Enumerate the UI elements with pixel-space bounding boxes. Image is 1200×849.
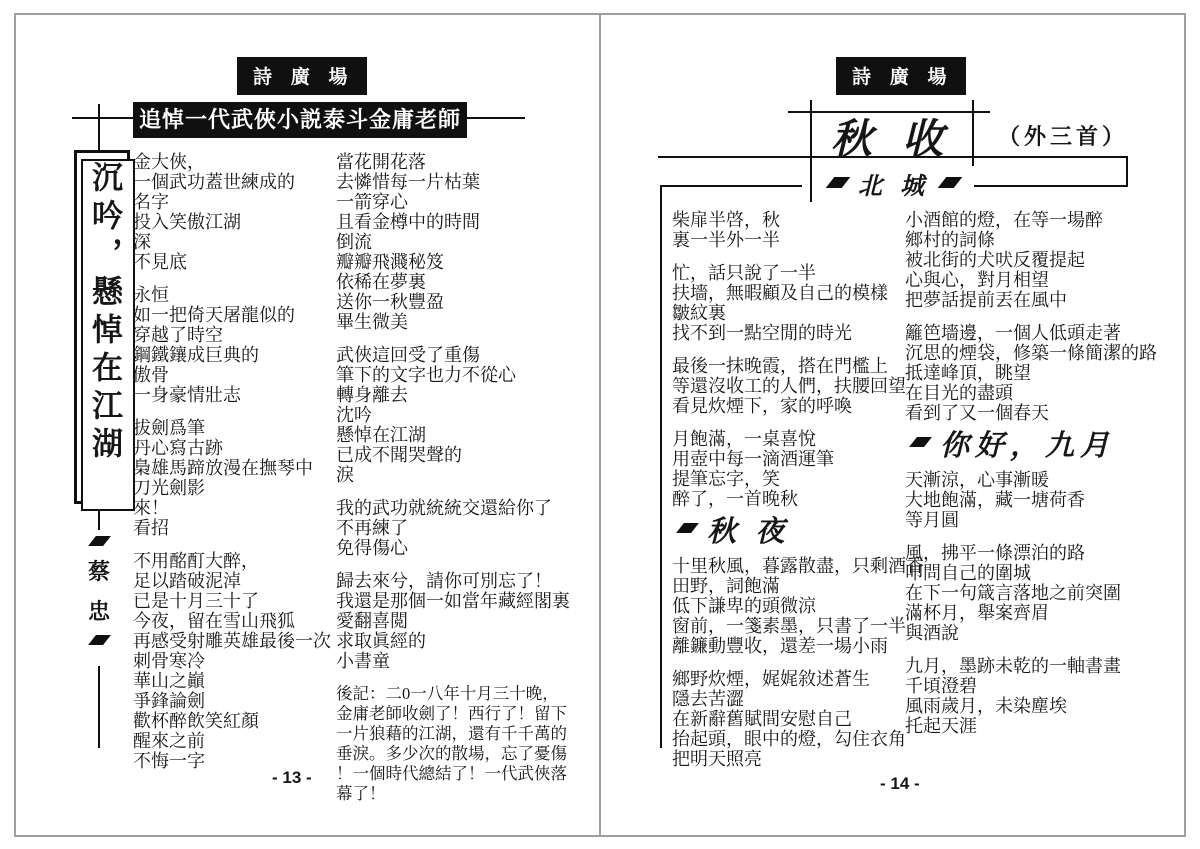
poem-line: 小酒館的燈，在等一場醉 <box>905 210 1103 230</box>
poem-line: 不用酩酊大醉， <box>133 551 259 571</box>
stanza <box>905 210 1163 310</box>
stanza <box>672 669 922 769</box>
poem-subtitle <box>680 516 922 548</box>
poem-line: 鄉村的詞條 <box>905 230 995 250</box>
poem-line: 柴扉半啓，秋 <box>672 210 780 230</box>
poem-line: 抬起頭，眼中的燈，勾住衣角 <box>672 729 906 749</box>
poem-line: 刀光劍影 <box>133 478 205 498</box>
poem-line: 畢生微美 <box>336 312 408 332</box>
poem-line: 傲骨 <box>133 365 169 385</box>
quote-mark-icon <box>88 635 111 645</box>
poem-line: 懸悼在江湖 <box>336 425 426 445</box>
poem-line: 忙，話只說了一半 <box>672 263 816 283</box>
stanza <box>672 356 922 416</box>
poem-line: 鄉野炊煙，娓娓敘述蒼生 <box>672 669 870 689</box>
quote-mark-icon <box>88 536 111 546</box>
quote-mark-icon <box>676 523 699 533</box>
poem-line: 抵達峰頂，眺望 <box>905 363 1031 383</box>
poem-line: 名字 <box>133 192 169 212</box>
poem-line: 看到了又一個春天 <box>905 403 1049 423</box>
page-14 <box>602 14 1180 834</box>
poem-line: 依稀在夢裏 <box>336 272 426 292</box>
poem-line: 風，拂平一條漂泊的路 <box>905 543 1085 563</box>
poem-line: 在新辭舊賦間安慰自己 <box>672 709 852 729</box>
stanza <box>336 345 586 485</box>
decorative-rule <box>98 666 100 748</box>
poem-line: 裏一半外一半 <box>672 230 780 250</box>
stanza <box>905 543 1163 643</box>
stanza <box>133 285 353 405</box>
poem-line: 月飽滿，一桌喜悅 <box>672 429 816 449</box>
stanza <box>905 323 1163 423</box>
poem-line: 扶墻，無暇顧及自己的模樣 <box>672 283 888 303</box>
vertical-title-text: 沉吟，懸悼在江湖 <box>87 161 122 465</box>
vertical-title-box <box>74 150 130 504</box>
poem-line: 後記：二0一八年十月三十晚， <box>336 684 559 703</box>
poem-line: 看見炊煙下，家的呼喚 <box>672 396 852 416</box>
poem-subtitle <box>913 430 1163 462</box>
poem-line: 十里秋風，暮露散盡，只剩酒香 <box>672 556 924 576</box>
poem-column-right <box>905 210 1163 749</box>
poem-line: 用壺中每一滴酒運筆 <box>672 449 834 469</box>
poem-line: 垂淚。多少次的散場，忘了憂傷 <box>336 744 567 763</box>
poem-line: 已成不聞哭聲的 <box>336 445 462 465</box>
author-name <box>814 166 974 201</box>
page-number: - 14 - <box>880 774 920 793</box>
poem-line: 九月，墨跡未乾的一軸書畫 <box>905 656 1121 676</box>
stanza <box>133 551 353 771</box>
poem-line: 刺骨寒冷 <box>133 651 205 671</box>
poem-line: 大地飽滿，藏一塘荷香 <box>905 490 1085 510</box>
poem-line: 淚 <box>336 465 354 485</box>
poem-line: 不悔一字 <box>133 751 205 771</box>
stanza <box>905 470 1163 530</box>
stanza <box>905 656 1163 736</box>
poem-line: 鋼鐵鑲成巨典的 <box>133 345 259 365</box>
page-number: - 13 - <box>272 768 312 787</box>
poem-line: 足以踏破泥淖 <box>133 571 241 591</box>
quote-mark-icon <box>909 437 932 447</box>
stanza <box>672 263 922 343</box>
stanza <box>133 152 353 272</box>
poem-line: 一箭穿心 <box>336 192 408 212</box>
poem-line: 托起天涯 <box>905 716 977 736</box>
author-char: 蔡 <box>87 559 110 584</box>
postscript <box>336 684 586 804</box>
poem-line: 一個武功蓋世練成的 <box>133 172 295 192</box>
decorative-rule <box>98 104 100 152</box>
poem-subtitle-text: 秋 夜 <box>707 516 791 548</box>
poem-line: 滿杯月，舉案齊眉 <box>905 603 1049 623</box>
poem-line: 歡杯醉飲笑紅顏 <box>133 711 259 731</box>
poem-line: 不再練了 <box>336 518 408 538</box>
stanza <box>133 418 353 538</box>
section-badge: 詩 廣 場 <box>237 57 367 95</box>
poem-line: 今夜，留在雪山飛狐 <box>133 611 295 631</box>
poem-line: 投入笑傲江湖 <box>133 212 241 232</box>
poem-line: 醒來之前 <box>133 731 205 751</box>
poem-line: 再感受射雕英雄最後一次 <box>133 631 331 651</box>
poem-line: ！一個時代總結了！一代武俠落 <box>336 764 567 783</box>
poem-line: 叩問自己的圍城 <box>905 563 1031 583</box>
poem-line: 風雨歲月，未染塵埃 <box>905 696 1067 716</box>
poem-line: 低下謙卑的頭微涼 <box>672 596 816 616</box>
decorative-rule <box>660 185 802 187</box>
poem-line: 找不到一點空閒的時光 <box>672 323 852 343</box>
poem-line: 穿越了時空 <box>133 325 223 345</box>
poem-line: 梟雄馬蹄放漫在撫琴中 <box>133 458 313 478</box>
poem-line: 等月圓 <box>905 510 959 530</box>
page-divider <box>599 13 601 837</box>
poem-line: 醉了，一首晚秋 <box>672 489 798 509</box>
poem-line: 看招 <box>133 518 169 538</box>
quote-mark-icon <box>938 177 963 188</box>
poem-line: 千頃澄碧 <box>905 676 977 696</box>
poem-line: 當花開花落 <box>336 152 426 172</box>
poem-line: 一片狼藉的江湖，還有千千萬的 <box>336 724 567 743</box>
poem-line: 金大俠， <box>133 152 205 172</box>
poem-subtitle-text: 你好，九月 <box>940 430 1116 462</box>
poem-line: 求取眞經的 <box>336 631 426 651</box>
poem-line: 最後一抹晚霞，搭在門檻上 <box>672 356 888 376</box>
poem-column-left <box>672 210 922 782</box>
poem-column-right <box>336 152 586 817</box>
poem-line: 離鐮動豐收，還差一場小雨 <box>672 636 888 656</box>
poem-title: 秋 收 <box>830 116 954 162</box>
stanza <box>672 210 922 250</box>
poem-line: 田野，詞飽滿 <box>672 576 780 596</box>
poem-line: 送你一秋豐盈 <box>336 292 444 312</box>
poem-line: 筆下的文字也力不從心 <box>336 365 516 385</box>
poem-line: 一身豪情壯志 <box>133 385 241 405</box>
poem-line: 如一把倚天屠龍似的 <box>133 305 295 325</box>
stanza <box>336 498 586 558</box>
poem-line: 瓣瓣飛濺秘笈 <box>336 252 444 272</box>
decorative-rule <box>467 117 525 119</box>
poem-line: 來！ <box>133 498 169 518</box>
poem-line: 等還沒收工的人們，扶腰回望 <box>672 376 906 396</box>
poem-line: 沈吟 <box>336 405 372 425</box>
poem-line: 愛翻喜閲 <box>336 611 408 631</box>
decorative-rule <box>1126 156 1128 187</box>
poem-line: 天漸涼，心事漸暖 <box>905 470 1049 490</box>
decorative-rule <box>660 185 662 748</box>
poem-line: 與酒說 <box>905 623 959 643</box>
poem-line: 把明天照亮 <box>672 749 762 769</box>
quote-mark-icon <box>826 177 851 188</box>
section-badge: 詩 廣 場 <box>836 57 966 95</box>
poem-line: 已是十月三十了 <box>133 591 259 611</box>
poem-line: 華山之巓 <box>133 671 205 691</box>
poem-line: 且看金樽中的時間 <box>336 212 480 232</box>
poem-line: 免得傷心 <box>336 538 408 558</box>
stanza <box>336 571 586 671</box>
poem-line: 在目光的盡頭 <box>905 383 1013 403</box>
poem-title-suffix: （外三首） <box>998 124 1129 149</box>
author-name <box>85 530 113 651</box>
poem-column-left <box>133 152 353 784</box>
poem-line: 倒流 <box>336 232 372 252</box>
poem-line: 深 <box>133 232 151 252</box>
poem-line: 永恒 <box>133 285 169 305</box>
poem-line: 被北街的犬吠反覆提起 <box>905 250 1085 270</box>
poem-line: 金庸老師收劍了！西行了！留下 <box>336 704 567 723</box>
poem-line: 丹心寫古跡 <box>133 438 223 458</box>
poem-line: 轉身離去 <box>336 385 408 405</box>
poem-line: 把夢話提前丟在風中 <box>905 290 1067 310</box>
poem-line: 武俠這回受了重傷 <box>336 345 480 365</box>
page-13 <box>16 14 598 834</box>
poem-title-bar: 追悼一代武俠小説泰斗金庸老師 <box>133 102 467 138</box>
poem-line: 隱去苦澀 <box>672 689 744 709</box>
poem-line: 拔劍爲筆 <box>133 418 205 438</box>
stanza <box>672 429 922 509</box>
poem-line: 幕了！ <box>336 784 386 803</box>
poem-line: 沉思的煙袋，修築一條簡潔的路 <box>905 343 1157 363</box>
poem-line: 去憐惜每一片枯葉 <box>336 172 480 192</box>
poem-line: 小書童 <box>336 651 390 671</box>
poem-line: 窗前，一箋素墨，只書了一半 <box>672 616 906 636</box>
poem-line: 提筆忘字，笑 <box>672 469 780 489</box>
poem-line: 歸去來兮，請你可別忘了！ <box>336 571 552 591</box>
poem-line: 在下一句箴言落地之前突圍 <box>905 583 1121 603</box>
decorative-rule <box>72 117 134 119</box>
poem-line: 籬笆墻邊，一個人低頭走著 <box>905 323 1121 343</box>
poem-line: 爭鋒論劍 <box>133 691 205 711</box>
poem-line: 我的武功就統統交還給你了 <box>336 498 552 518</box>
author-char: 忠 <box>87 599 110 624</box>
author-text: 北 城 <box>858 174 930 200</box>
stanza <box>672 556 922 656</box>
poem-line: 我還是那個一如當年藏經閣裏 <box>336 591 570 611</box>
poem-line: 皺紋裏 <box>672 303 726 323</box>
poem-line: 不見底 <box>133 252 187 272</box>
stanza <box>336 152 586 332</box>
poem-line: 心與心，對月相望 <box>905 270 1049 290</box>
